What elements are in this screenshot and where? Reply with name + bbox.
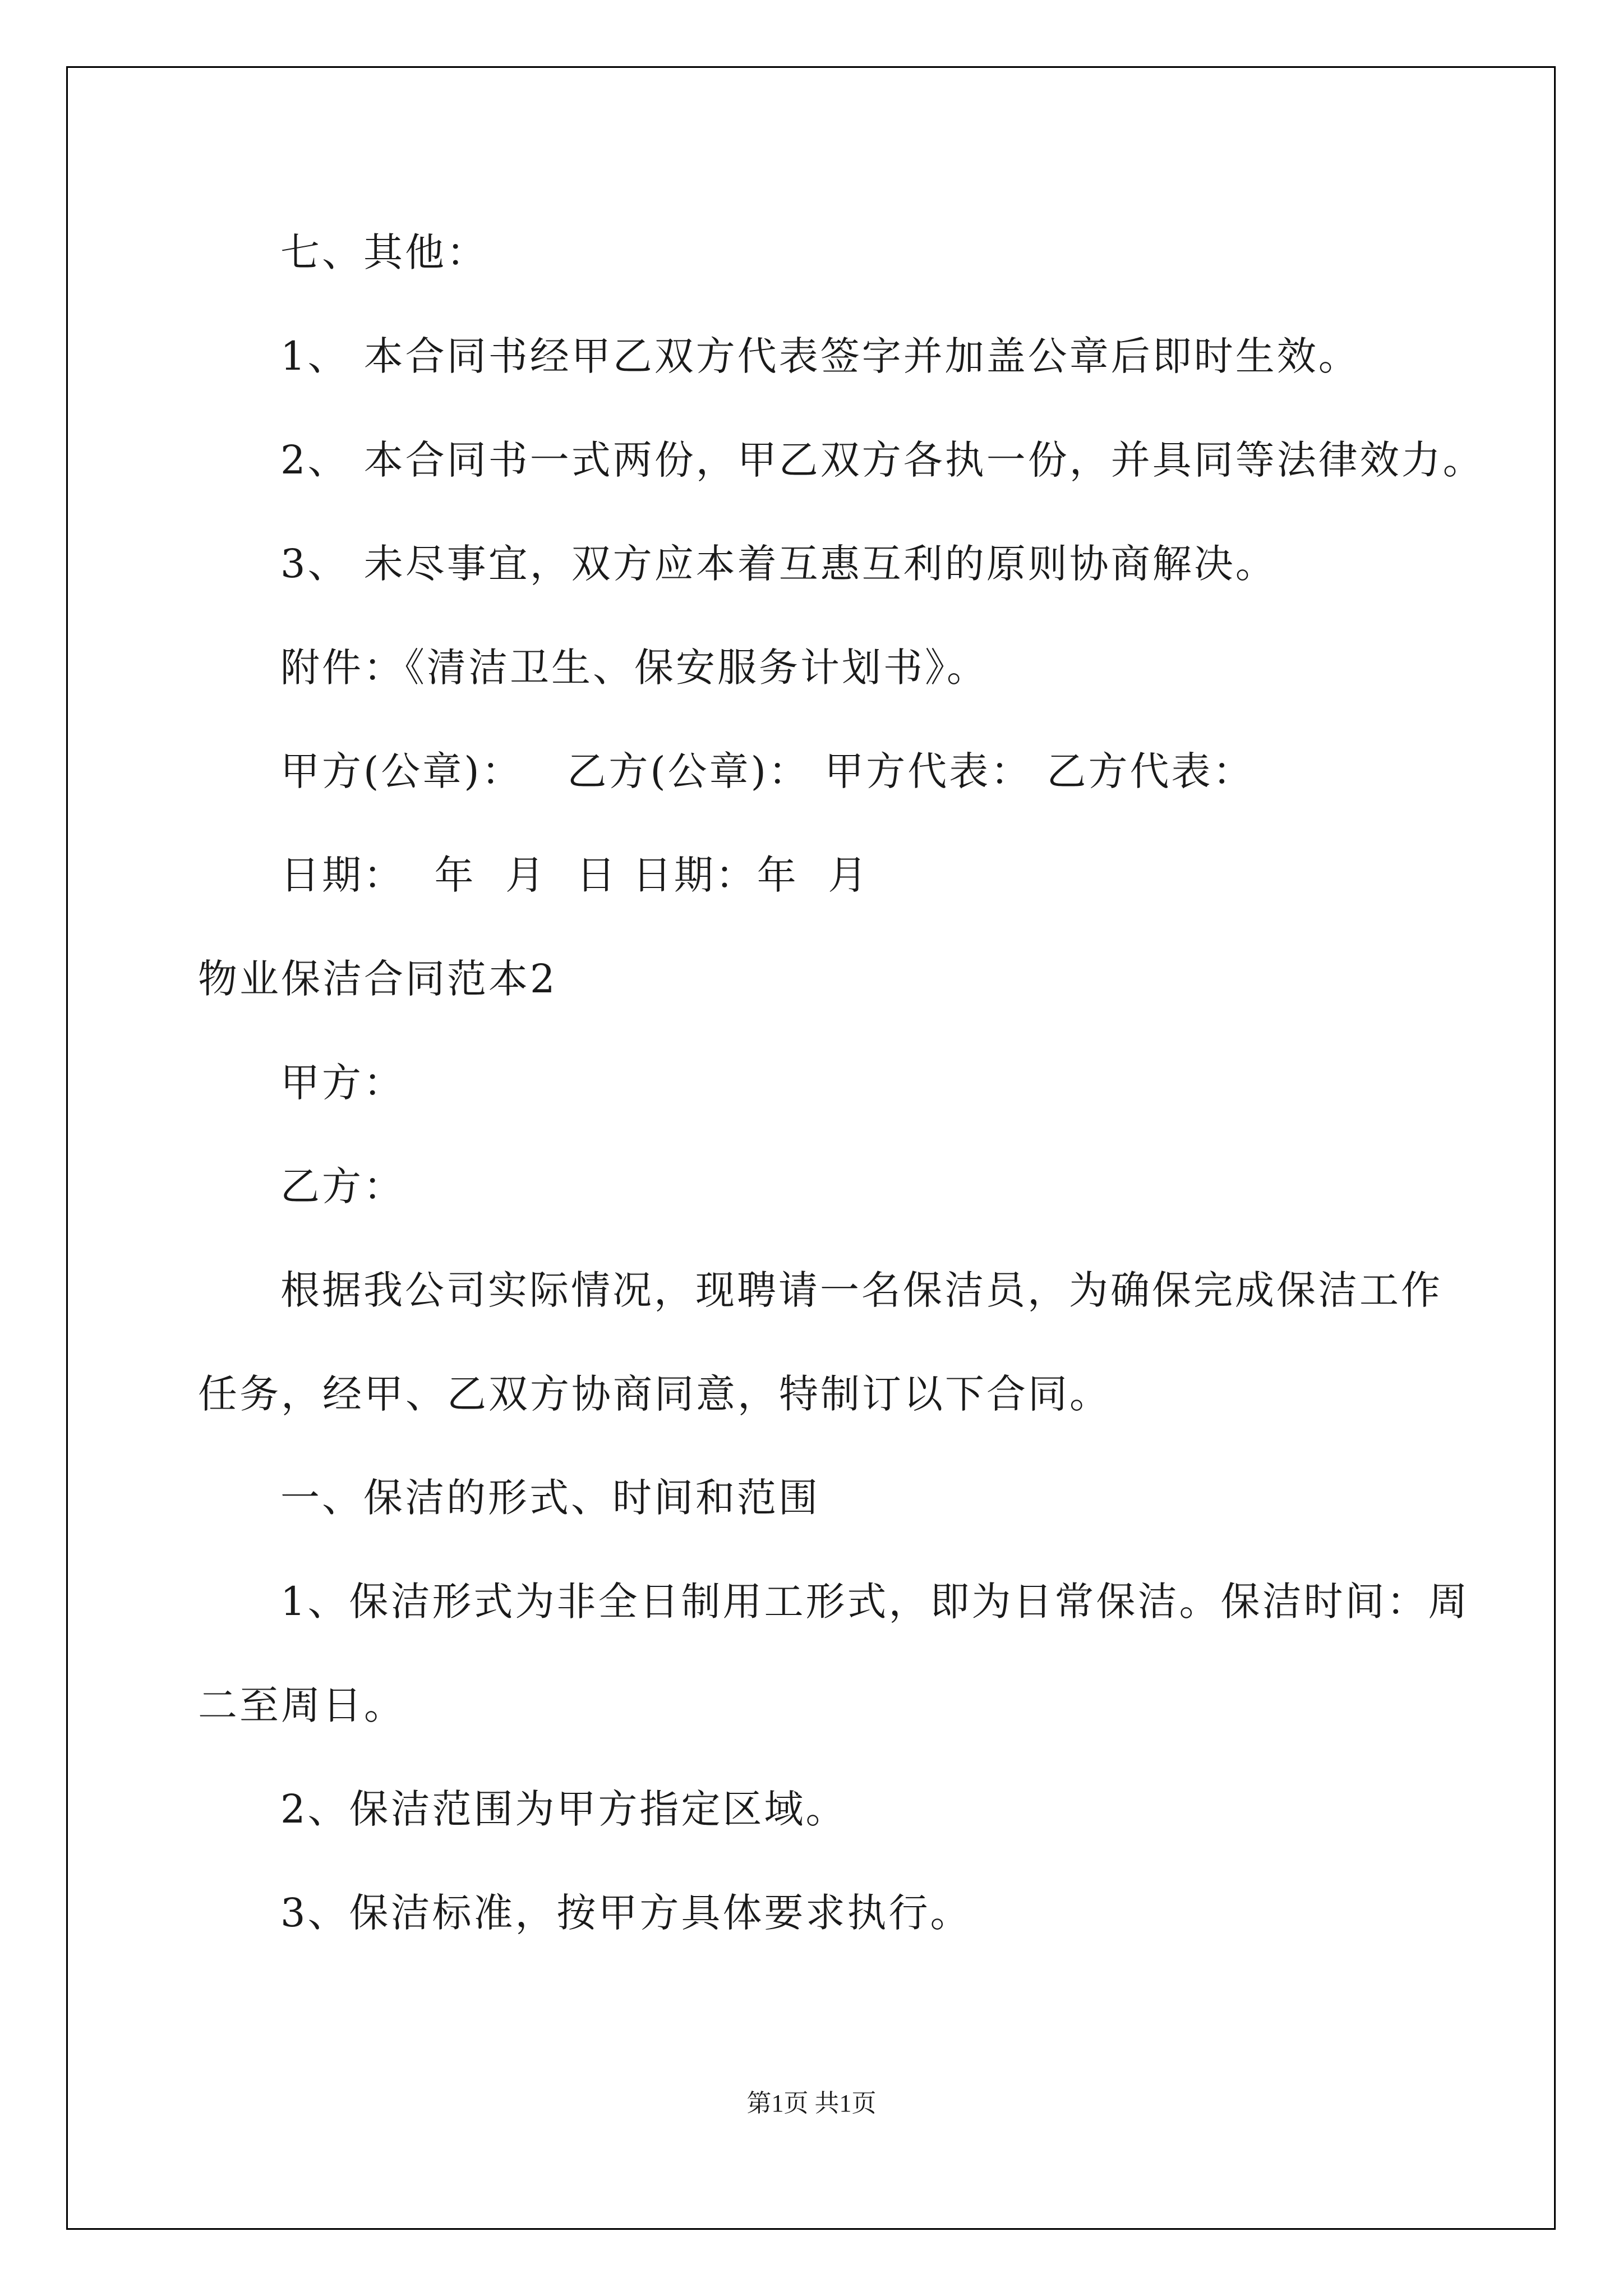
signature-line: 甲方(公章)： 乙方(公章)： 甲方代表： 乙方代表：	[280, 748, 1255, 794]
party-b-line: 乙方：	[280, 1163, 405, 1209]
party-a-line: 甲方：	[280, 1060, 405, 1106]
intro-paragraph-line-1: 根据我公司实际情况，现聘请一名保洁员，为确保完成保洁工作	[280, 1267, 1442, 1313]
date-line: 日期： 年 月 日 日期：年 月	[280, 852, 870, 898]
item-1-line-2: 二至周日。	[198, 1682, 405, 1728]
document-title: 物业保洁合同范本2	[198, 956, 557, 1002]
item-3: 3、保洁标准，按甲方具体要求执行。	[280, 1890, 972, 1936]
section-heading-other: 七、其他：	[280, 229, 488, 275]
attachment-line: 附件：《清洁卫生、保安服务计划书》。	[280, 645, 988, 691]
page-number-footer: 第1页 共1页	[746, 2090, 877, 2117]
intro-paragraph-line-2: 任务，经甲、乙双方协商同意，特制订以下合同。	[198, 1371, 1111, 1417]
clause-1: 1、 本合同书经甲乙双方代表签字并加盖公章后即时生效。	[280, 333, 1360, 379]
item-2: 2、保洁范围为甲方指定区域。	[280, 1786, 847, 1832]
section-heading-form: 一、保洁的形式、时间和范围	[280, 1475, 820, 1521]
item-1-line-1: 1、保洁形式为非全日制用工形式，即为日常保洁。保洁时间：周	[280, 1579, 1470, 1625]
clause-2: 2、 本合同书一式两份，甲乙双方各执一份，并具同等法律效力。	[280, 437, 1484, 483]
clause-3: 3、 未尽事宜，双方应本着互惠互利的原则协商解决。	[280, 541, 1277, 587]
